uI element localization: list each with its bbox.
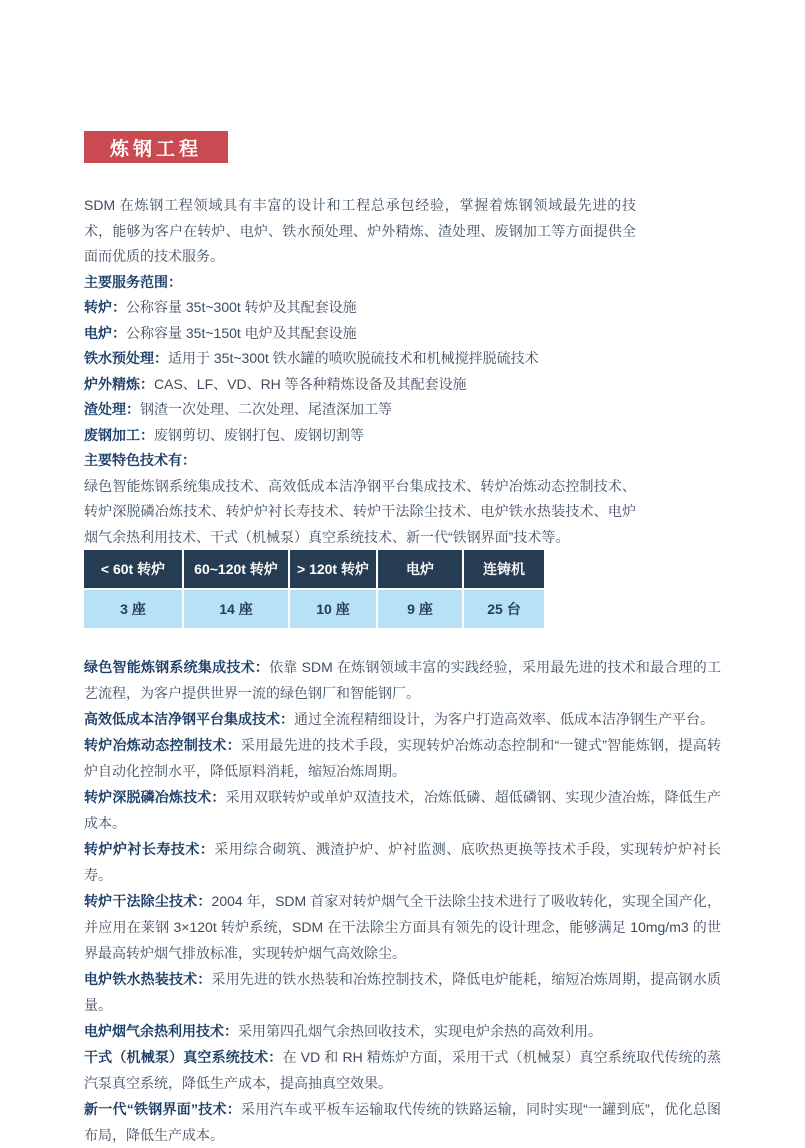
scope-item-label: 炉外精炼： <box>84 375 154 392</box>
tech-item-text: 依靠 SDM 在炼钢领域丰富的实践经验，采用最先进的技术和最合理的工艺流程，为客户提供世界一流的绿色钢厂和智能钢厂。 <box>84 659 722 701</box>
scope-item <box>84 372 636 398</box>
tech-item-label: 电炉铁水热装技术： <box>84 971 212 987</box>
tech-item <box>84 784 721 836</box>
tech-item <box>84 888 721 966</box>
scope-item <box>84 321 636 347</box>
tech-item <box>84 732 721 784</box>
scope-item-text: 公称容量 35t~150t 电炉及其配套设施 <box>126 324 357 341</box>
tech-item <box>84 706 721 732</box>
capacity-table-header-cell: 60~120t 转炉 <box>184 550 288 588</box>
capacity-table-value-cell: 14 座 <box>184 590 288 628</box>
scope-item <box>84 346 636 372</box>
scope-heading: 主要服务范围： <box>84 273 182 290</box>
tech-item-text: 采用先进的铁水热装和冶炼控制技术，降低电炉能耗，缩短冶炼周期，提高钢水质量。 <box>84 971 722 1013</box>
scope-item-label: 转炉： <box>84 299 126 315</box>
tech-item-text: 在 VD 和 RH 精炼炉方面，采用干式（机械泵）真空系统取代传统的蒸汽泵真空系统，降低生产成本，提高抽真空效果。 <box>84 1049 722 1091</box>
tech-item-label: 干式（机械泵）真空系统技术： <box>84 1049 283 1065</box>
tech-item-text: 采用双联转炉或单炉双渣技术，冶炼低磷、超低磷钢、实现少渣冶炼，降低生产成本。 <box>84 789 722 831</box>
tech-item-label: 新一代“铁钢界面”技术： <box>84 1101 242 1117</box>
capacity-table-value-cell: 25 台 <box>464 590 544 628</box>
tech-item-text: 通过全流程精细设计，为客户打造高效率、低成本洁净钢生产平台。 <box>294 711 714 727</box>
scope-item <box>84 295 636 321</box>
technology-list <box>84 654 721 1148</box>
scope-item-text: 废钢剪切、废钢打包、废钢切割等 <box>154 426 364 443</box>
scope-item-text: 公称容量 35t~300t 转炉及其配套设施 <box>126 299 357 315</box>
tech-item <box>84 1096 721 1148</box>
section-title: 炼钢工程 <box>109 138 202 160</box>
tech-item <box>84 836 721 888</box>
tech-item-text: 采用第四孔烟气余热回收技术，实现电炉余热的高效利用。 <box>238 1023 602 1039</box>
tech-item <box>84 1018 721 1044</box>
top-text-block <box>84 193 636 550</box>
capacity-table <box>82 548 546 630</box>
scope-item-label: 铁水预处理： <box>84 350 168 366</box>
capacity-table-value-cell: 3 座 <box>84 590 182 628</box>
scope-item-label: 电炉： <box>84 324 126 341</box>
scope-item <box>84 423 636 449</box>
intro-paragraph: SDM 在炼钢工程领域具有丰富的设计和工程总承包经验，掌握着炼钢领域最先进的技术，能够为客户在转炉、电炉、铁水预处理、炉外精炼、渣处理、废钢加工等方面提供全面而优质的技术服务。 <box>84 197 636 264</box>
capacity-table-header-cell: 电炉 <box>378 550 462 588</box>
capacity-table-value-cell: 9 座 <box>378 590 462 628</box>
capacity-table-header-row <box>84 550 544 588</box>
tech-item <box>84 1044 721 1096</box>
tech-item-label: 高效低成本洁净钢平台集成技术： <box>84 711 294 727</box>
capacity-table-value-row <box>84 590 544 628</box>
section-title-badge <box>84 131 228 163</box>
tech-item-label: 转炉冶炼动态控制技术： <box>84 737 241 753</box>
tech-item <box>84 966 721 1018</box>
tech-item-text: 采用汽车或平板车运输取代传统的铁路运输，同时实现“一罐到底”，优化总图布局，降低生产成本。 <box>84 1101 721 1143</box>
tech-item-text: 采用最先进的技术手段，实现转炉冶炼动态控制和“一键式”智能炼钢，提高转炉自动化控制水平，降低原料消耗，缩短冶炼周期。 <box>84 737 722 779</box>
tech-item-text: 采用综合砌筑、溅渣护炉、炉衬监测、底吹热更换等技术手段，实现转炉炉衬长寿。 <box>84 841 722 883</box>
capacity-table-value-cell: 10 座 <box>290 590 376 628</box>
features-paragraph: 绿色智能炼钢系统集成技术、高效低成本洁净钢平台集成技术、转炉冶炼动态控制技术、转炉深脱磷冶炼技术、转炉炉衬长寿技术、转炉干法除尘技术、电炉铁水热装技术、电炉烟气余热利用技术、干式（机械泵）真空系统技术、新一代“铁钢界面”技术等。 <box>84 477 636 545</box>
capacity-table-header-cell: 连铸机 <box>464 550 544 588</box>
scope-item-text: 钢渣一次处理、二次处理、尾渣深加工等 <box>140 401 392 417</box>
scope-item-label: 废钢加工： <box>84 426 154 443</box>
tech-item <box>84 654 721 706</box>
scope-item-label: 渣处理： <box>84 401 140 417</box>
features-heading: 主要特色技术有： <box>84 452 196 468</box>
tech-item-label: 转炉深脱磷冶炼技术： <box>84 789 226 805</box>
tech-item-text: 2004 年，SDM 首家对转炉烟气全干法除尘技术进行了吸收转化，实现全国产化，并应用在莱钢 3×120t 转炉系统，SDM 在干法除尘方面具有领先的设计理念，能够满足 10mg/m3 的世界最高转炉烟气排放标准，实现转炉烟气高效除尘。 <box>84 893 721 961</box>
tech-item-label: 转炉炉衬长寿技术： <box>84 841 215 857</box>
scope-item-text: CAS、LF、VD、RH 等各种精炼设备及其配套设施 <box>154 375 467 392</box>
capacity-table-header-cell: > 120t 转炉 <box>290 550 376 588</box>
tech-item-label: 绿色智能炼钢系统集成技术： <box>84 659 270 675</box>
tech-item-label: 电炉烟气余热利用技术： <box>84 1023 238 1039</box>
scope-item-text: 适用于 35t~300t 铁水罐的喷吹脱硫技术和机械搅拌脱硫技术 <box>168 350 539 366</box>
scope-item <box>84 397 636 423</box>
tech-item-label: 转炉干法除尘技术： <box>84 893 212 909</box>
capacity-table-header-cell: < 60t 转炉 <box>84 550 182 588</box>
